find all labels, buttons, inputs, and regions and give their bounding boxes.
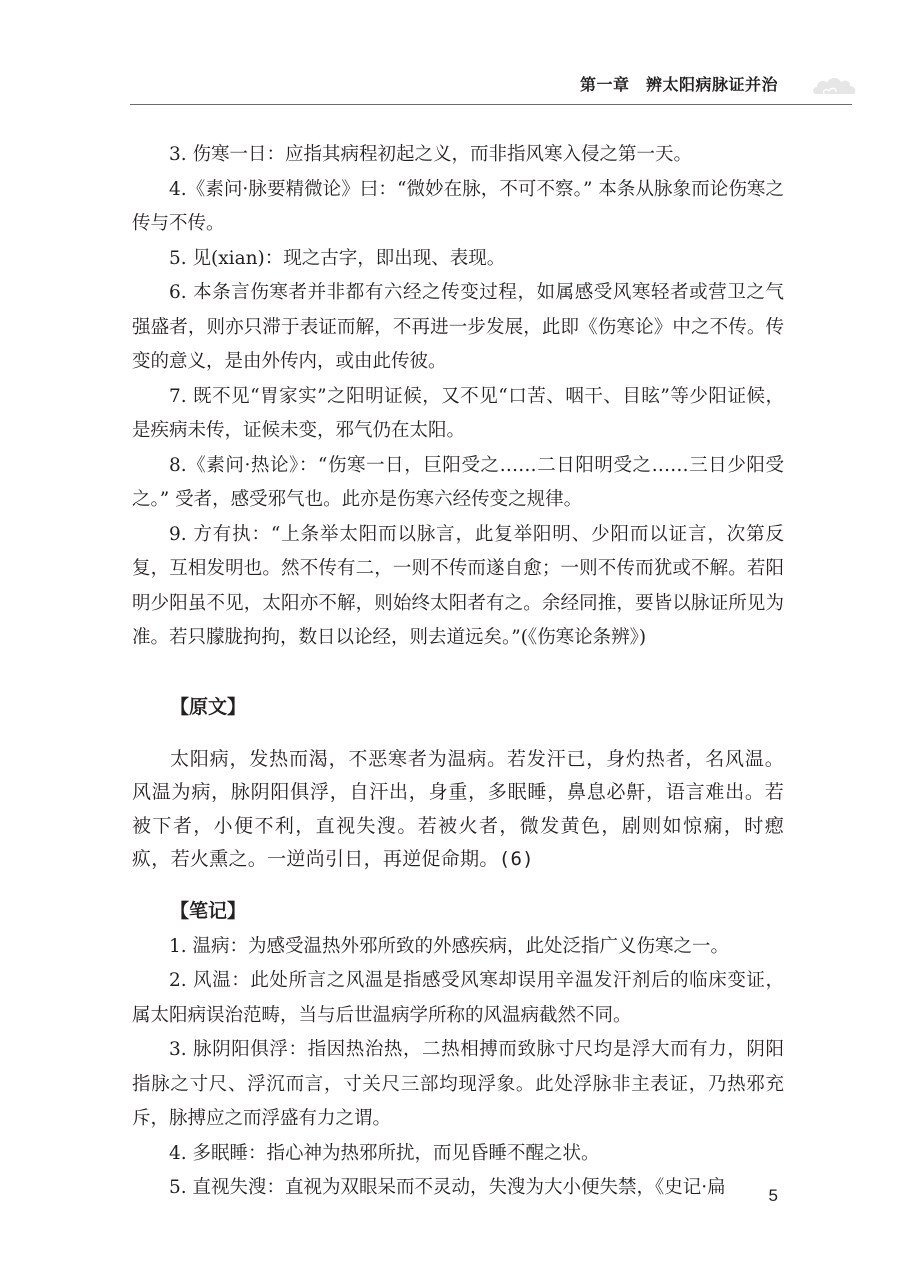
notes-list [132, 930, 784, 1206]
note-item: 4.《素问·脉要精微论》曰：“微妙在脉，不可不察。” 本条从脉象而论伤寒之传与不传。 [132, 178, 784, 234]
page-number: 5 [768, 1186, 778, 1205]
note-item: 5. 见(xian)：现之古字，即出现、表现。 [169, 247, 506, 269]
running-head: 第一章 辨太阳病脉证并治 [579, 75, 778, 94]
note-item: 7. 既不见“胃家实”之阳明证候，又不见“口苦、咽干、目眩”等少阳证候，是疾病未传，证候未变，邪气仍在太阳。 [132, 385, 784, 441]
note-item: 4. 多眠睡：指心神为热邪所扰，而见昏睡不醒之状。 [169, 1142, 600, 1164]
note-item: 2. 风温：此处所言之风温是指感受风寒却误用辛温发汗剂后的临床变证，属太阳病误治范畴，当与后世温病学所称的风温病截然不同。 [132, 970, 784, 1026]
original-text-paragraph: 太阳病，发热而渴，不恶寒者为温病。若发汗已，身灼热者，名风温。风温为病，脉阴阳俱浮，自汗出，身重，多眠睡，鼻息必鼾，语言难出。若被下者，小便不利，直视失溲。若被火者，微发黄色，剧则如惊痫，时瘛疭，若火熏之。一逆尚引日，再逆促命期。(6) [132, 747, 784, 870]
cloud-ornament-icon [810, 72, 860, 102]
note-item: 3. 伤寒一日：应指其病程初起之义，而非指风寒入侵之第一天。 [169, 144, 693, 165]
note-item: 3. 脉阴阳俱浮：指因热治热，二热相搏而致脉寸尺均是浮大而有力，阴阳指脉之寸尺、浮沉而言，寸关尺三部均现浮象。此处浮脉非主表证，乃热邪充斥，脉搏应之而浮盛有力之谓。 [132, 1039, 784, 1129]
header-rule [130, 104, 852, 105]
section-heading-original-text: 【原文】 [170, 695, 247, 718]
section-heading-notes: 【笔记】 [170, 899, 247, 922]
note-item: 5. 直视失溲：直视为双眼呆而不灵动，失溲为大小便失禁，《史记·扁 [169, 1177, 726, 1198]
notes-top [132, 138, 784, 656]
note-item: 9. 方有执：“上条举太阳而以脉言，此复举阳明、少阳而以证言，次第反复，互相发明也。然不传有二，一则不传而遂自愈；一则不传而犹或不解。若阳明少阳虽不见，太阳亦不解，则始终太阳者有之。余经同推，要皆以脉证所见为准。若只朦胧拘拘，数日以论经，则去道远矣。”(《伤寒论条辨》) [132, 523, 784, 648]
note-item: 6. 本条言伤寒者并非都有六经之传变过程，如属感受风寒轻者或营卫之气强盛者，则亦只滞于表证而解，不再进一步发展，此即《伤寒论》中之不传。传变的意义，是由外传内，或由此传彼。 [132, 282, 784, 372]
page-body [132, 138, 784, 1206]
note-item: 8.《素问·热论》：“伤寒一日，巨阳受之……二日阳明受之……三日少阳受之。” 受者，感受邪气也。此亦是伤寒六经传变之规律。 [132, 454, 784, 510]
note-item: 1. 温病：为感受温热外邪所致的外感疾病，此处泛指广义伤寒之一。 [169, 935, 730, 957]
